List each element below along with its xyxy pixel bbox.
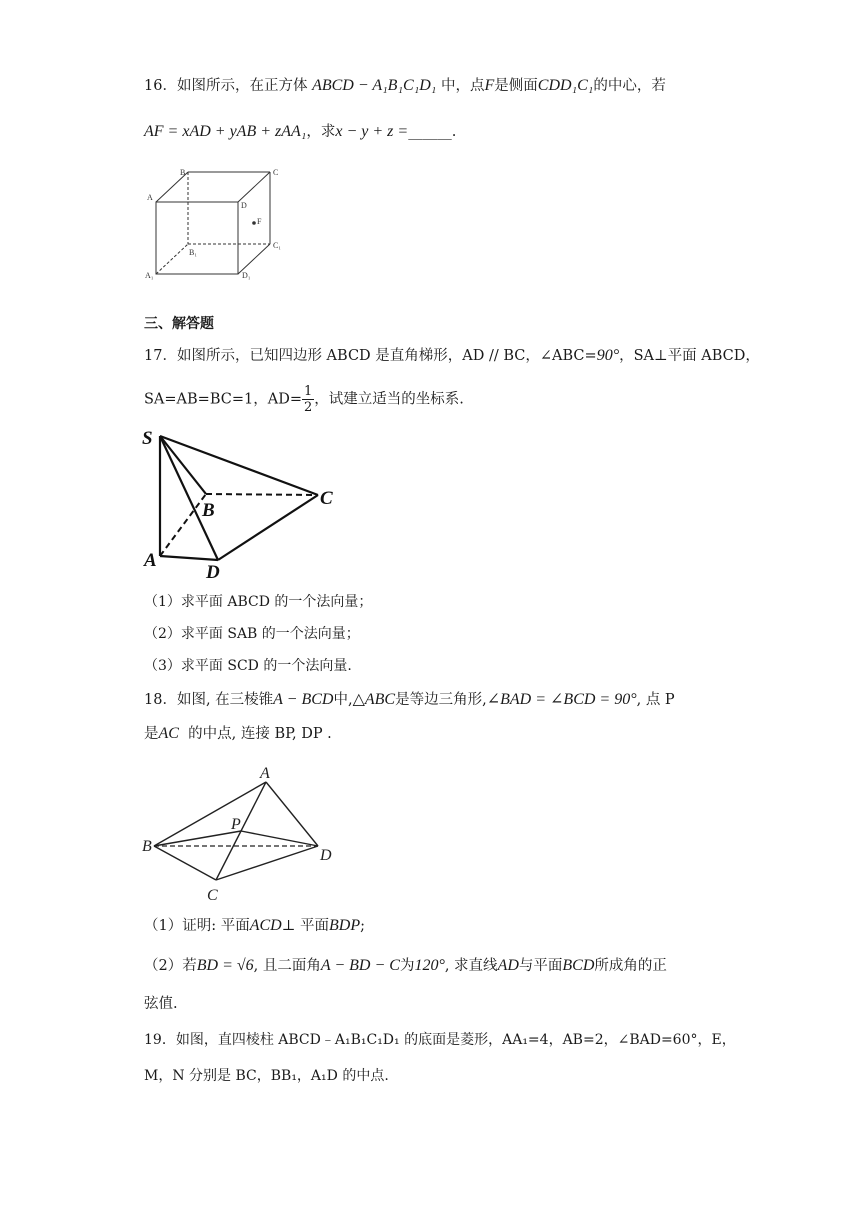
q17-sub2: （2）求平面 SAB 的一个法向量； <box>144 626 360 642</box>
svg-text:C: C <box>273 168 279 177</box>
fraction-one-half: $\frac{1}{2}$ <box>303 384 313 415</box>
svg-text:C₁: C₁ <box>273 241 282 250</box>
pyramid-s-abcd-figure <box>140 424 350 584</box>
svg-text:D: D <box>206 562 220 583</box>
q18-sub1: （1）证明: 平面ACD⊥ 平面BDP; <box>144 917 365 934</box>
q19-line1: 19．如图，直四棱柱 ABCD﹣A₁B₁C₁D₁ 的底面是菱形，AA₁=4，AB=2，∠BAD=60°，E， <box>144 1032 736 1048</box>
q17-sub1: （1）求平面 ABCD 的一个法向量； <box>144 594 373 610</box>
svg-text:A: A <box>144 550 157 571</box>
svg-text:S: S <box>142 428 153 449</box>
q18-sub2-cont: 弦值. <box>144 996 178 1012</box>
vector-equation: AF = xAD + yAB + zAA₁ <box>144 123 307 140</box>
svg-text:A: A <box>260 765 270 782</box>
svg-text:C: C <box>207 887 218 904</box>
svg-text:B₁: B₁ <box>189 248 198 257</box>
q18-sub2: （2）若BD = √6, 且二面角A − BD − C为120°, 求直线AD与平面BCD所成角的正 <box>144 957 667 974</box>
q17-line1: 17．如图所示，已知四边形 ABCD 是直角梯形，AD // BC，∠ABC=90°，SA⊥平面 ABCD， <box>144 347 760 364</box>
svg-text:B: B <box>180 168 186 177</box>
q16-line2: AF = xAD + yAB + zAA₁，求x − y + z =______. <box>144 123 457 140</box>
svg-text:P: P <box>231 816 241 833</box>
q18-line2: 是AC 的中点, 连接 BP, DP . <box>144 725 332 742</box>
pyramid-a-bcd-figure <box>140 762 345 907</box>
svg-text:A: A <box>147 193 153 202</box>
section-title: 三、解答题 <box>144 316 214 332</box>
svg-text:D: D <box>320 847 332 864</box>
q17-line2: SA=AB=BC=1，AD= $\frac{1}{2}$ ，试建立适当的坐标系. <box>144 384 464 415</box>
q18-line1: 18．如图, 在三棱锥A − BCD中,△ABC是等边三角形,∠BAD = ∠BCD = 90°, 点 P <box>144 691 675 708</box>
svg-text:C: C <box>320 488 333 509</box>
svg-text:B: B <box>202 500 215 521</box>
svg-text:A₁: A₁ <box>145 271 154 280</box>
cube-figure <box>142 164 287 284</box>
svg-text:D₁: D₁ <box>242 271 251 280</box>
svg-text:D: D <box>241 201 247 210</box>
svg-text:B: B <box>142 838 152 855</box>
svg-text:F: F <box>257 217 262 226</box>
q16-line1: 16．如图所示，在正方体 ABCD − A₁B₁C₁D₁ 中，点F是侧面CDD₁C₁的中心，若 <box>144 77 666 94</box>
q19-line2: M，N 分别是 BC，BB₁，A₁D 的中点. <box>144 1068 389 1084</box>
q17-sub3: （3）求平面 SCD 的一个法向量. <box>144 658 352 674</box>
